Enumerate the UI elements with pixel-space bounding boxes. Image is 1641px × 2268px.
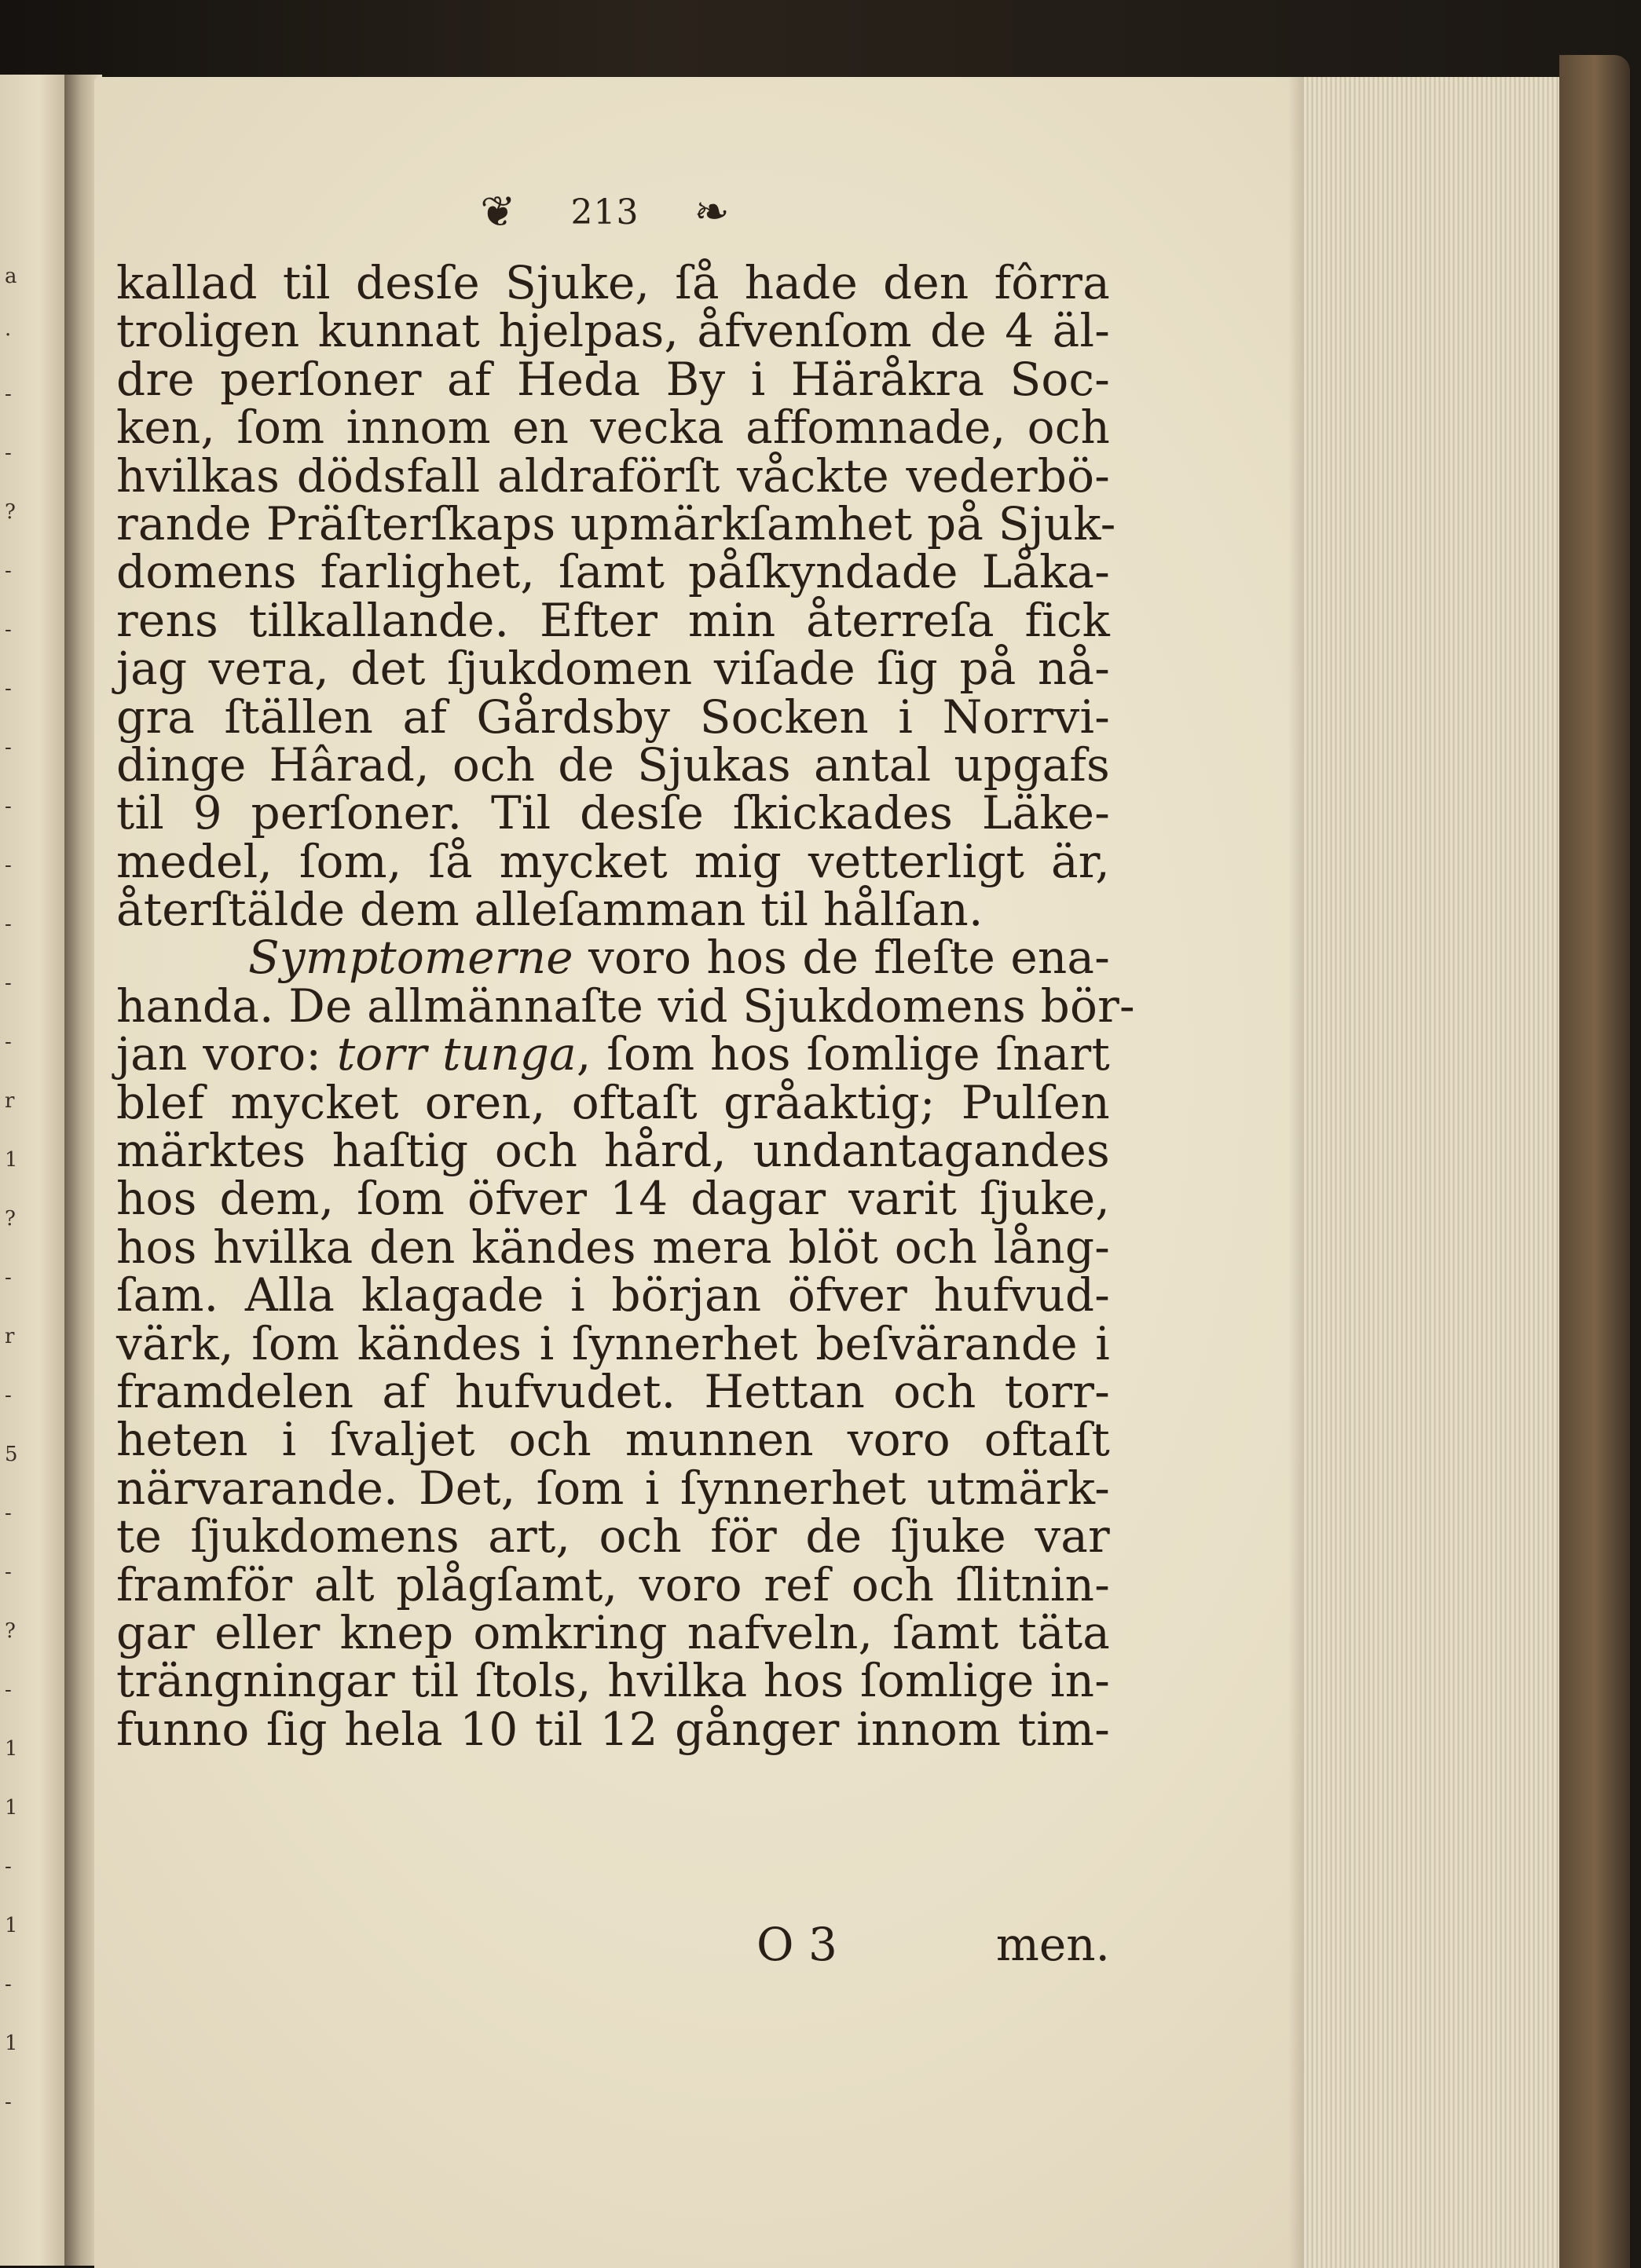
facing-page-fragment: - (5, 1384, 12, 1407)
facing-page-fragment: - (5, 1266, 12, 1289)
text-line: funno ſig hela 10 til 12 gånger innom tim- (116, 1702, 1110, 1756)
facing-page-fragment: - (5, 971, 12, 995)
catchword: men. (995, 1918, 1110, 1971)
facing-page-fragment: ? (5, 1619, 16, 1643)
facing-page-fragment: - (5, 1030, 12, 1054)
facing-page-fragment: 1 (5, 1796, 18, 1820)
previous-page-edge (0, 75, 67, 2266)
text-line: trängningar til ſtols, hvilka hos ſomlige in- (116, 1654, 1110, 1708)
facing-page-fragment: · (5, 324, 12, 347)
italic-term: torr tunga (336, 1027, 577, 1081)
facing-page-fragment: - (5, 382, 12, 406)
text-line: framför alt plågſamt, voro ref och ſlitnin- (116, 1557, 1110, 1611)
facing-page-fragment: - (5, 559, 12, 583)
text-line: te ſjukdomens art, och för de ſjuke var (116, 1509, 1110, 1564)
page-footer (116, 1918, 1110, 1971)
text-line: märktes haſtig och hård, undantagandes (116, 1124, 1110, 1178)
italic-term: Symptomerne (248, 931, 573, 985)
facing-page-fragment: - (5, 795, 12, 818)
text-line: dinge Hârad, och de Sjukas antal upgafs (116, 737, 1110, 792)
text-line: framdelen af hufvudet. Hettan och torr- (116, 1364, 1110, 1418)
facing-page-fragment: - (5, 441, 12, 465)
text-line: återſtälde dem alleſamman til hålſan. (116, 883, 984, 937)
text-line: gra ſtällen af Gårdsby Socken i Norrvi- (116, 690, 1110, 744)
text-line: medel, ſom, ſå mycket mig vetterligt är, (116, 834, 1110, 888)
text-line: handa. De allmännaſte vid Sjukdomens bör- (116, 979, 1135, 1033)
text-line: värk, ſom kändes i ſynnerhet beſvärande i (116, 1316, 1110, 1370)
text-line: gar eller knep omkring nafveln, ſamt täta (116, 1605, 1110, 1659)
facing-page-fragment: - (5, 1973, 12, 1996)
facing-page-fragment: r (5, 1089, 15, 1113)
text-line: hos dem, ſom öfver 14 dagar varit ſjuke, (116, 1172, 1110, 1226)
text-line: ken, ſom innom en vecka affomnade, och (116, 401, 1110, 455)
text-line: närvarande. Det, ſom i ſynnerhet utmärk- (116, 1461, 1110, 1515)
text-line: ſam. Alla klagade i början öfver hufvud- (116, 1268, 1110, 1322)
text-segment: , ſom hos ſomlige ſnart (576, 1027, 1110, 1081)
text-line: heten i ſvaljet och munnen voro oftaſt (116, 1413, 1110, 1467)
right-ornament-icon: ❧ (694, 187, 730, 236)
facing-page-fragment: 1 (5, 1914, 18, 1937)
book-cover-edge (1559, 55, 1630, 2268)
facing-page-fragment: r (5, 1325, 15, 1348)
text-line: domens farlighet, ſamt påſkyndade Låka- (116, 545, 1110, 599)
text-line: troligen kunnat hjelpas, åfvenſom de 4 äl- (116, 304, 1110, 358)
facing-page-fragment: - (5, 736, 12, 759)
facing-page-fragment: - (5, 1502, 12, 1525)
facing-page-fragment: - (5, 1678, 12, 1702)
facing-page-fragment: 1 (5, 1737, 18, 1761)
text-segment: voro hos de fleſte ena- (573, 931, 1110, 985)
facing-page-fragment: - (5, 913, 12, 936)
text-line: hvilkas dödsfall aldraförſt våckte vederbö- (116, 448, 1110, 503)
text-line: rande Präſterſkaps upmärkſamhet på Sjuk- (116, 496, 1116, 551)
body-text (116, 256, 1135, 1756)
text-line: rens tilkallande. Efter min återreſa fick (116, 593, 1110, 647)
text-line: til 9 perſoner. Til desſe ſkickades Läke- (116, 786, 1110, 840)
facing-page-fragment: ? (5, 1207, 16, 1231)
text-segment: jan voro: (116, 1027, 337, 1081)
text-line: dre perſoner af Heda By i Häråkra Soc- (116, 352, 1110, 406)
text-line: jag vета, det ſjukdomen viſade ſig på nå- (116, 642, 1110, 696)
signature-mark: O 3 (756, 1918, 837, 1971)
facing-page-fragment: - (5, 854, 12, 877)
text-line-with-italic (116, 1027, 1110, 1081)
facing-page-fragment: - (5, 618, 12, 642)
facing-page-fragment: - (5, 677, 12, 701)
page-header (408, 181, 801, 243)
facing-page-fragment: - (5, 1560, 12, 1584)
facing-page-fragment: 1 (5, 1148, 18, 1172)
paragraph-start-line (116, 931, 1110, 985)
facing-page-fragment: 5 (5, 1443, 18, 1466)
page-number: 213 (570, 192, 639, 232)
text-line: blef mycket oren, oftaſt gråaktig; Pulſen (116, 1075, 1110, 1129)
page-stack-edges (1304, 77, 1568, 2268)
left-ornament-icon: ❦ (480, 187, 516, 236)
facing-page-fragment: a (5, 265, 17, 288)
facing-page-fragment: ? (5, 500, 16, 524)
facing-page-fragment: - (5, 1855, 12, 1878)
text-line: hos hvilka den kändes mera blöt och lång- (116, 1220, 1110, 1274)
facing-page-fragment: - (5, 2091, 12, 2114)
facing-page-fragment: 1 (5, 2032, 18, 2055)
text-line: kallad til desſe Sjuke, ſå hade den fôrra (116, 256, 1110, 309)
